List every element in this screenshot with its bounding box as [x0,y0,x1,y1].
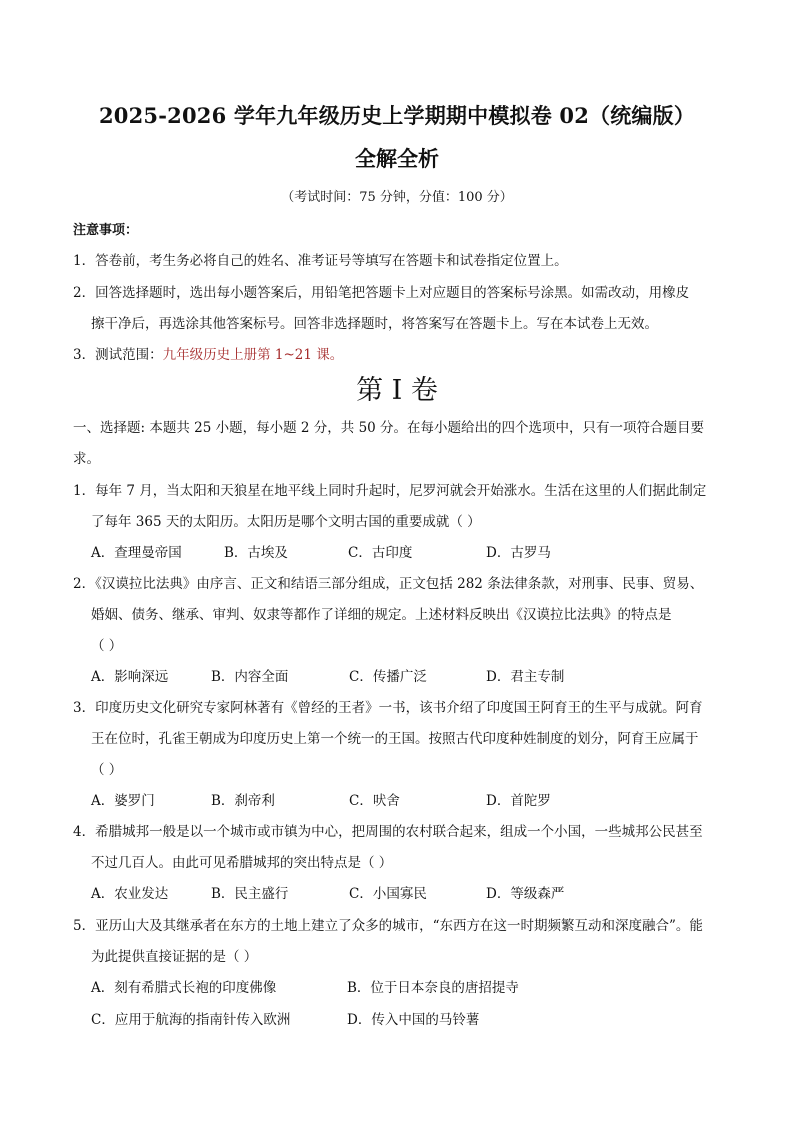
question-4-line-2: 不过几百人。由此可见希腊城邦的突出特点是（ ） [91,855,393,871]
question-5-options-row-1 [91,976,519,996]
question-3-option-a: A．婆罗门 [91,793,155,809]
question-2-option-b: B．内容全面 [211,669,289,685]
question-5-option-b: B．位于日本奈良的唐招提寺 [347,980,519,996]
question-1-line-2: 了每年 365 天的太阳历。太阳历是哪个文明古国的重要成就（ ） [91,514,481,530]
question-3-options [91,789,551,809]
question-1-option-d: D．古罗马 [486,545,551,561]
question-1-option-a: A．查理曼帝国 [91,545,182,561]
question-4-options [91,882,564,902]
question-2-line-3: （ ） [91,638,123,654]
section-instruction-line-1: 一、选择题: 本题共 25 小题，每小题 2 分，共 50 分。在每小题给出的四个选项中，只有一项符合题目要 [73,420,705,436]
note-item-2-line-2: 擦干净后，再选涂其他答案标号。回答非选择题时，将答案写在答题卡上。写在本试卷上无效。 [91,316,658,332]
question-3-line-3: （ ） [91,762,123,778]
question-1-line-1: 1．每年 7 月，当太阳和天狼星在地平线上同时升起时，尼罗河就会开始涨水。生活在这里的人们据此制定 [73,483,707,499]
question-3-option-c: C．吠舍 [349,793,400,809]
question-3-option-b: B．刹帝利 [211,793,275,809]
question-5-option-a: A．刻有希腊式长袍的印度佛像 [91,980,277,996]
section-title: 第 I 卷 [356,375,438,406]
page-subtitle: 全解全析 [355,146,439,171]
question-2-option-c: C．传播广泛 [349,669,427,685]
question-1-options [91,541,551,561]
question-5-option-c: C．应用于航海的指南针传入欧洲 [91,1012,291,1028]
question-2-line-2: 婚姻、债务、继承、审判、奴隶等都作了详细的规定。上述材料反映出《汉谟拉比法典》的特点是 [91,607,672,623]
question-4-option-d: D．等级森严 [486,886,565,902]
question-1-option-c: C．古印度 [348,545,413,561]
question-2-option-d: D．君主专制 [486,669,565,685]
note-item-2-line-1: 2．回答选择题时，选出每小题答案后，用铅笔把答题卡上对应题目的答案标号涂黑。如需改动，用橡皮 [73,285,690,301]
question-1-option-b: B．古埃及 [224,545,288,561]
question-3-line-2: 王在位时，孔雀王朝成为印度历史上第一个统一的王国。按照古代印度种姓制度的划分，阿育王应属于 [91,731,699,747]
question-4-option-b: B．民主盛行 [211,886,289,902]
test-range: 九年级历史上册第 1~21 课。 [162,347,344,363]
question-5-line-1: 5．亚历山大及其继承者在东方的土地上建立了众多的城市，“东西方在这一时期频繁互动和深度融合”。能 [73,918,703,934]
question-4-line-1: 4．希腊城邦一般是以一个城市或市镇为中心，把周围的农村联合起来，组成一个小国，一些城邦公民甚至 [73,824,703,840]
section-instruction-line-2: 求。 [73,451,100,467]
question-2-option-a: A．影响深远 [91,669,169,685]
note-item-3 [73,343,343,363]
question-5-option-d: D．传入中国的马铃薯 [347,1012,480,1028]
question-4-option-a: A．农业发达 [91,886,169,902]
question-5-options-row-2 [91,1008,479,1028]
question-2-line-1: 2．《汉谟拉比法典》由序言、正文和结语三部分组成，正文包括 282 条法律条款，对刑事、民事、贸易、 [73,576,704,592]
question-4-option-c: C．小国寡民 [349,886,427,902]
exam-time-info: （考试时间：75 分钟，分值：100 分） [281,190,513,205]
question-5-line-2: 为此提供直接证据的是（ ） [91,949,258,965]
page-title: 2025-2026 学年九年级历史上学期期中模拟卷 02（统编版） [98,103,696,128]
note-item-1: 1．答卷前，考生务必将自己的姓名、准考证号等填写在答题卡和试卷指定位置上。 [73,253,568,269]
question-2-options [91,665,564,685]
notes-heading: 注意事项： [73,223,139,238]
question-3-line-1: 3．印度历史文化研究专家阿林著有《曾经的王者》一书，该书介绍了印度国王阿育王的生平与成就。阿育 [73,700,703,716]
question-3-option-d: D．首陀罗 [486,793,551,809]
note-item-3-prefix: 3．测试范围： [73,347,163,363]
